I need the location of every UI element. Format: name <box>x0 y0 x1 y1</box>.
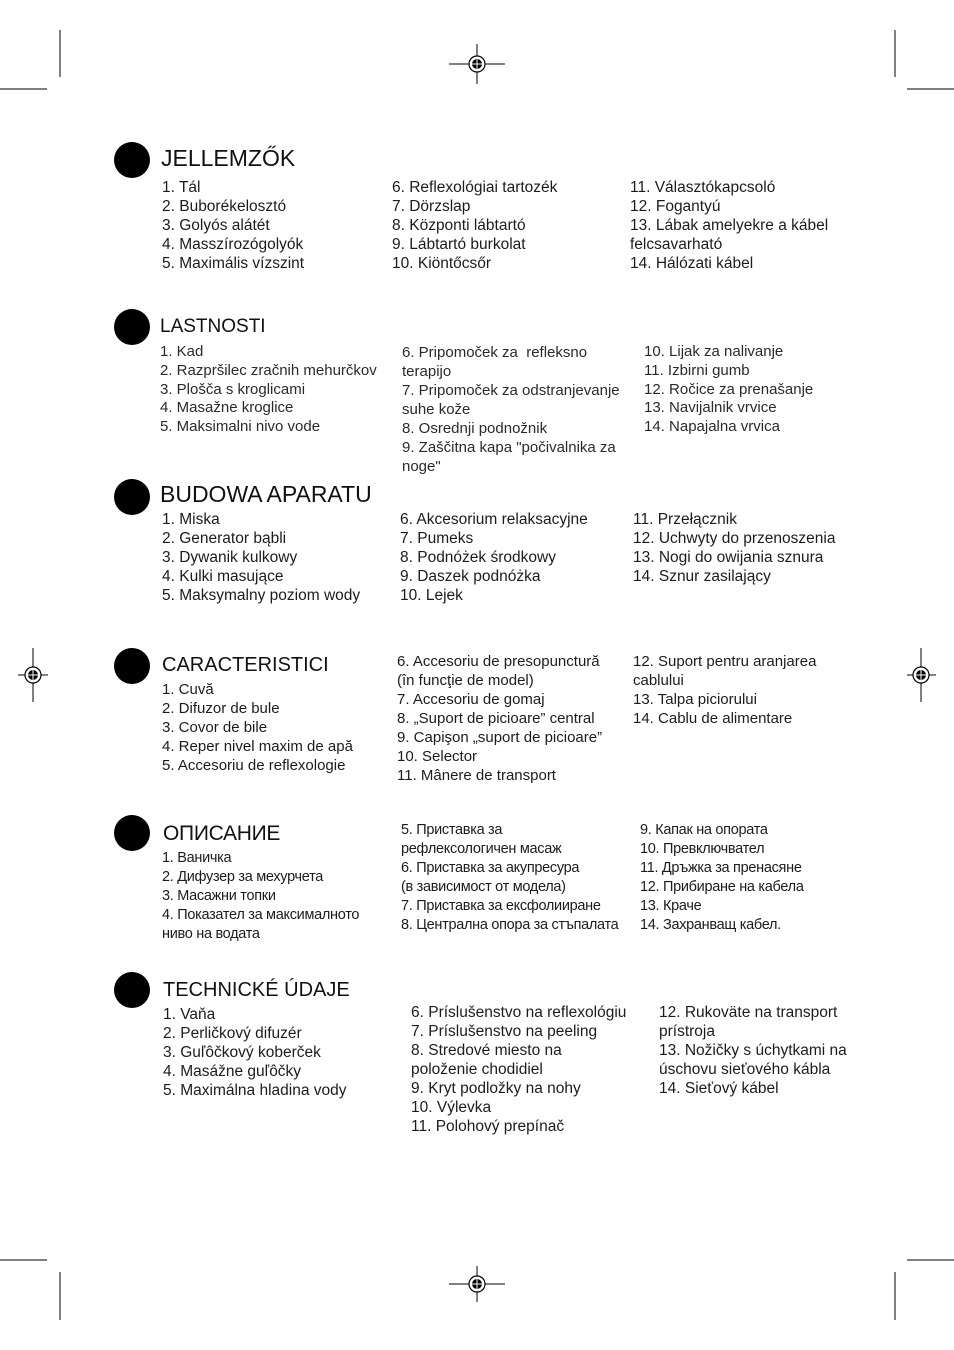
registration-mark-bottom <box>449 1266 505 1302</box>
parts-list-item: 12. Прибиране на кабела <box>640 879 804 895</box>
parts-list-item: 9. Kryt podložky na nohy <box>411 1080 581 1097</box>
parts-list-item: 11. Polohový prepínač <box>411 1118 565 1135</box>
parts-list-item: 3. Plošča s kroglicami <box>160 380 306 398</box>
parts-list-item: 10. Kiöntőcsőr <box>392 255 492 272</box>
parts-list-item: рефлексологичен масаж <box>401 841 562 857</box>
parts-list-item: 13. Navijalnik vrvice <box>644 399 777 417</box>
parts-list-item: 2. Razpršilec zračnih mehurčkov <box>160 361 377 379</box>
parts-list-item: 3. Guľôčkový koberček <box>163 1044 321 1061</box>
parts-column-1 <box>162 510 360 605</box>
parts-list-item: 3. Covor de bile <box>162 719 268 736</box>
parts-list-item: 1. Miska <box>162 511 220 528</box>
parts-list-item: 7. Príslušenstvo na peeling <box>411 1023 598 1040</box>
parts-column-3 <box>644 343 813 437</box>
parts-list-item: 14. Cablu de alimentare <box>633 710 793 727</box>
section-bullet <box>114 479 150 515</box>
parts-list-item: 9. Daszek podnóżka <box>400 568 541 585</box>
parts-list-item: 3. Масажни топки <box>162 888 276 904</box>
registration-mark-left <box>18 648 48 702</box>
section-title: TECHNICKÉ ÚDAJE <box>163 979 350 1001</box>
parts-list-item: 2. Generator bąbli <box>162 530 287 547</box>
parts-list-item: 6. Accesoriu de presopunctură <box>397 653 600 670</box>
parts-list-item: 5. Maximális vízszint <box>162 255 305 272</box>
parts-list-item: 6. Pripomoček za refleksno <box>402 344 588 361</box>
parts-list-item: 4. Показател за максималното <box>162 907 360 923</box>
parts-list-item: 13. Nogi do owijania sznura <box>633 549 824 566</box>
parts-column-1 <box>160 343 377 437</box>
parts-list-item: (в зависимост от модела) <box>401 879 566 895</box>
parts-list-item: 4. Masszírozógolyók <box>162 236 304 253</box>
parts-list-item: položenie chodidiel <box>411 1061 543 1078</box>
parts-list-item: 2. Дифузер за мехурчета <box>162 869 324 885</box>
parts-list-item: 3. Dywanik kulkowy <box>162 549 298 566</box>
section-title: ОПИСАНИЕ <box>163 822 281 845</box>
parts-list-item: 11. Дръжка за пренасяне <box>640 860 802 876</box>
registration-mark-top <box>449 44 505 84</box>
parts-list-item: 1. Ваничка <box>162 850 232 866</box>
parts-list-item: 5. Accesoriu de reflexologie <box>162 757 346 774</box>
parts-list-item: 13. Nožičky s úchytkami na <box>659 1042 847 1059</box>
section-title: BUDOWA APARATU <box>160 481 372 507</box>
parts-column-1 <box>162 849 359 944</box>
parts-list-item: 8. Централна опора за стъпалата <box>401 917 619 933</box>
parts-list-item: ниво на водата <box>162 926 260 942</box>
parts-list-item: 11. Przełącznik <box>633 511 737 528</box>
parts-list-item: 8. „Suport de picioare” central <box>397 710 595 727</box>
parts-list-item: 14. Sznur zasilający <box>633 568 771 585</box>
parts-list-item: 12. Suport pentru aranjarea <box>633 653 817 670</box>
parts-list-item: 12. Uchwyty do przenoszenia <box>633 530 836 547</box>
parts-list-item: 10. Výlevka <box>411 1099 492 1116</box>
parts-list-item: 11. Választókapcsoló <box>630 179 776 196</box>
parts-list-item: 1. Tál <box>162 179 201 196</box>
parts-column-3 <box>633 510 835 586</box>
parts-list-item: 14. Hálózati kábel <box>630 255 754 272</box>
parts-list-item: 5. Maximálna hladina vody <box>163 1082 347 1099</box>
parts-list-item: 6. Príslušenstvo na reflexológiu <box>411 1004 627 1021</box>
parts-column-1 <box>162 680 353 775</box>
parts-column-2 <box>411 1003 626 1136</box>
parts-list-item: 4. Masažne kroglice <box>160 399 294 417</box>
parts-list-item: 7. Accesoriu de gomaj <box>397 691 545 708</box>
parts-column-3 <box>630 178 828 273</box>
section-title: JELLEMZŐK <box>161 145 296 171</box>
parts-list-item: 6. Приставка за акупресура <box>401 860 580 876</box>
parts-list-item: felcsavarható <box>630 236 723 253</box>
registration-mark-right <box>907 648 936 702</box>
parts-column-3 <box>640 821 804 935</box>
parts-list-item: 7. Dörzslap <box>392 198 471 215</box>
parts-list-item: 4. Masážne guľôčky <box>163 1063 302 1080</box>
parts-column-2 <box>400 510 588 605</box>
section-bullet <box>114 142 150 178</box>
parts-list-item: 9. Capişon „suport de picioare” <box>397 729 603 746</box>
parts-column-1 <box>163 1005 347 1100</box>
parts-list-item: 6. Reflexológiai tartozék <box>392 179 558 196</box>
parts-list-item: 13. Краче <box>640 898 702 914</box>
parts-list-item: 2. Difuzor de bule <box>162 700 280 717</box>
parts-list-item: 2. Perličkový difuzér <box>163 1025 302 1042</box>
parts-list-item: 4. Kulki masujące <box>162 568 284 585</box>
parts-list-item: 12. Fogantyú <box>630 198 721 215</box>
parts-list-item: prístroja <box>659 1023 715 1040</box>
parts-column-1 <box>162 178 304 273</box>
parts-column-2 <box>401 821 618 935</box>
parts-list-item: 7. Pumeks <box>400 530 474 547</box>
parts-list-item: suhe kože <box>402 401 471 418</box>
parts-list-item: 8. Podnóżek środkowy <box>400 549 556 566</box>
parts-list-item: 12. Rukoväte na transport <box>659 1004 838 1021</box>
section-bullet <box>114 648 150 684</box>
parts-list-item: úschovu sieťového kábla <box>659 1061 831 1078</box>
parts-list-item: 10. Превключвател <box>640 841 765 857</box>
parts-list-item: 9. Lábtartó burkolat <box>392 236 526 253</box>
parts-column-2 <box>392 178 557 273</box>
parts-list-item: 11. Mânere de transport <box>397 767 556 784</box>
parts-list-item: 14. Sieťový kábel <box>659 1080 779 1097</box>
parts-list-item: 10. Lijak za nalivanje <box>644 343 784 360</box>
parts-list-item: 10. Lejek <box>400 587 463 604</box>
section-title: LASTNOSTI <box>160 316 266 337</box>
parts-list-item: terapijo <box>402 363 452 380</box>
parts-list-item: (în funcţie de model) <box>397 672 534 689</box>
parts-column-2 <box>402 343 620 476</box>
parts-list-item: 8. Osrednji podnožnik <box>402 420 548 437</box>
parts-list-item: 10. Selector <box>397 748 478 765</box>
parts-list-item: 8. Központi lábtartó <box>392 217 526 234</box>
parts-column-2 <box>397 652 602 785</box>
parts-list-item: 4. Reper nivel maxim de apă <box>162 738 353 755</box>
parts-list-item: 14. Захранващ кабел. <box>640 917 781 933</box>
parts-list-item: 5. Приставка за <box>401 822 503 838</box>
section-bullet <box>114 309 150 345</box>
parts-list-item: 9. Капак на опората <box>640 822 768 838</box>
parts-list-item: 8. Stredové miesto na <box>411 1042 562 1059</box>
parts-list-item: 1. Vaňa <box>163 1006 216 1023</box>
section-bullet <box>114 815 150 851</box>
section-title: CARACTERISTICI <box>162 654 329 676</box>
parts-list-item: 11. Izbirni gumb <box>644 361 750 379</box>
parts-list-item: 13. Talpa piciorului <box>633 691 757 708</box>
parts-list-item: cablului <box>633 672 684 689</box>
parts-list-item: 3. Golyós alátét <box>162 217 270 234</box>
parts-list-item: 14. Napajalna vrvica <box>644 418 780 436</box>
parts-column-3 <box>633 652 816 728</box>
parts-list-item: 2. Buborékelosztó <box>162 198 287 215</box>
parts-list-item: 1. Kad <box>160 343 204 360</box>
parts-list-item: 5. Maksymalny poziom wody <box>162 587 361 604</box>
parts-list-item: 13. Lábak amelyekre a kábel <box>630 217 829 234</box>
parts-list-item: 7. Приставка за ексфолииране <box>401 898 601 914</box>
parts-list-item: 5. Maksimalni nivo vode <box>160 418 321 436</box>
parts-column-3 <box>659 1003 847 1098</box>
parts-list-item: 12. Ročice za prenašanje <box>644 380 814 398</box>
section-bullet <box>114 972 150 1008</box>
parts-list-item: noge" <box>402 458 441 475</box>
parts-list-item: 7. Pripomoček za odstranjevanje <box>402 382 620 399</box>
parts-list-item: 9. Zaščitna kapa "počivalnika za <box>402 439 616 456</box>
parts-list-item: 1. Cuvă <box>162 681 214 698</box>
parts-list-item: 6. Akcesorium relaksacyjne <box>400 511 588 528</box>
